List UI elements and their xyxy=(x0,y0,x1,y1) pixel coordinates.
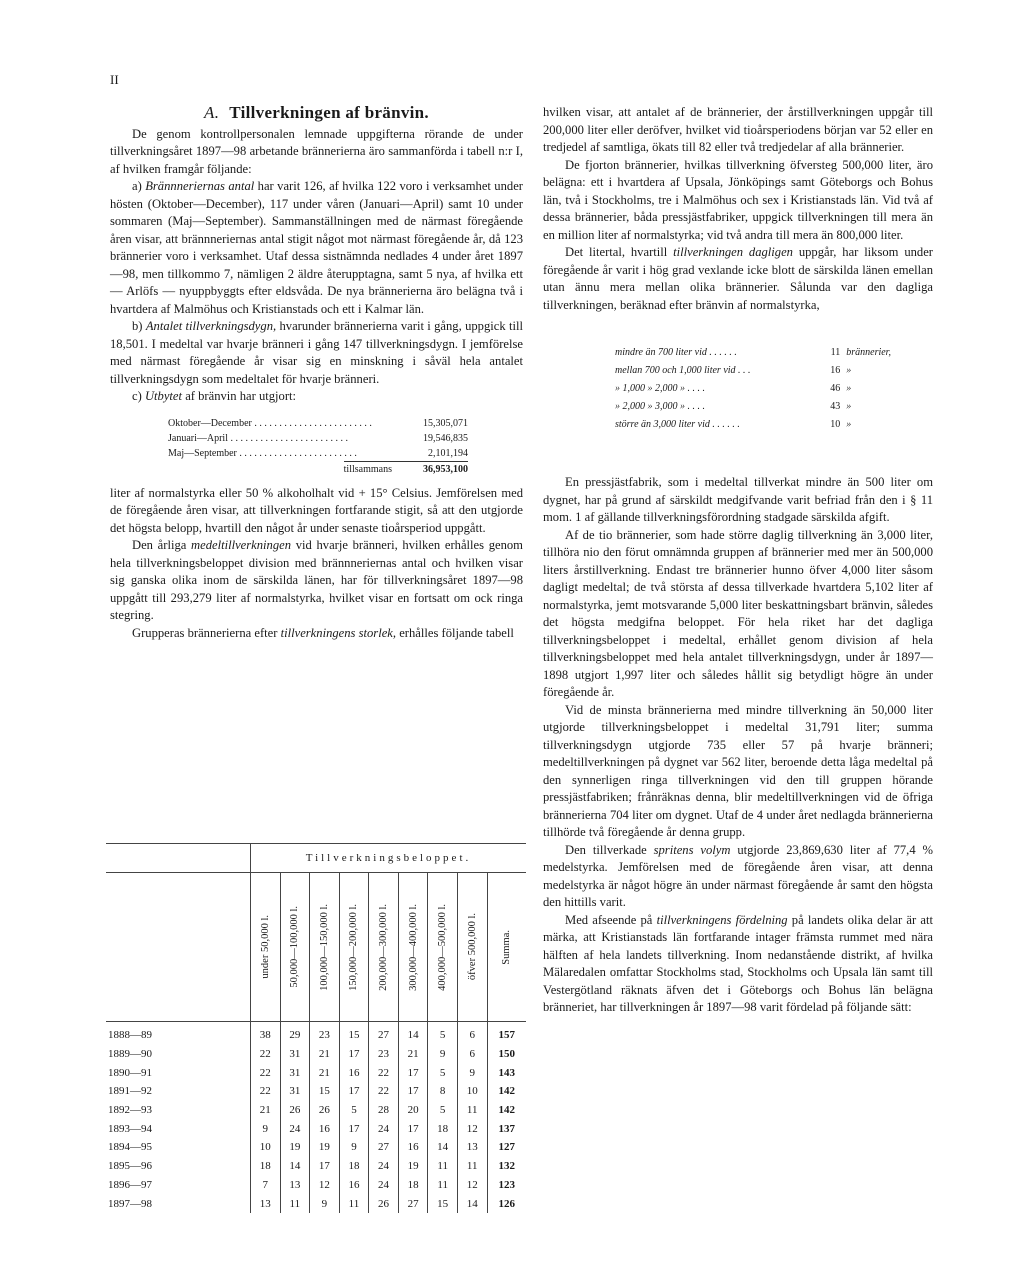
table-cell: 22 xyxy=(251,1045,281,1064)
daily-label: » 1,000 » 2,000 » . . . . xyxy=(615,383,705,394)
paragraph xyxy=(543,912,933,1017)
table-cell: 16 xyxy=(339,1176,369,1195)
paragraph xyxy=(110,537,523,625)
daily-label: mellan 700 och 1,000 liter vid . . . xyxy=(615,365,751,376)
paragraph xyxy=(110,178,523,318)
emphasis: Utbytet xyxy=(144,389,183,403)
table-cell: 6 xyxy=(457,1045,487,1064)
table-row xyxy=(106,1157,526,1176)
text-run: erhålles följande tabell xyxy=(399,625,514,640)
row-year: 1895—96 xyxy=(108,1160,152,1173)
row-year: 1888—89 xyxy=(108,1029,152,1042)
production-total xyxy=(168,461,468,477)
production-size-table xyxy=(106,843,526,1213)
row-year: 1894—95 xyxy=(108,1141,152,1154)
table-cell: 13 xyxy=(280,1176,310,1195)
table-cell: 22 xyxy=(369,1082,399,1101)
emphasis: spritens volym xyxy=(653,842,731,857)
daily-value: 11 xyxy=(830,347,841,358)
column-header-label: Summa. xyxy=(501,929,513,965)
column-header xyxy=(310,873,340,1022)
column-header-label: 200,000—300,000 l. xyxy=(378,903,390,991)
left-column xyxy=(110,104,523,642)
table-cell: 15 xyxy=(428,1194,458,1213)
table-cell: 17 xyxy=(339,1045,369,1064)
table-cell: 22 xyxy=(251,1082,281,1101)
row-year: 1891—92 xyxy=(108,1085,152,1098)
table-cell: 19 xyxy=(310,1138,340,1157)
item-marker: a) xyxy=(132,179,142,193)
column-header-label: öfver 500,000 l. xyxy=(466,913,478,981)
table-cell: 21 xyxy=(310,1063,340,1082)
table-cell: 13 xyxy=(251,1194,281,1213)
production-row xyxy=(168,446,468,461)
production-value: 19,546,835 xyxy=(423,432,468,444)
table-row xyxy=(106,1022,526,1045)
table-cell: 7 xyxy=(251,1176,281,1195)
table-cell: 38 xyxy=(251,1022,281,1045)
table-body xyxy=(106,1022,526,1213)
text-run: Den tillverkade xyxy=(565,842,647,857)
table-cell: 11 xyxy=(457,1157,487,1176)
section-letter: A. xyxy=(204,103,220,122)
table-cell: 14 xyxy=(428,1138,458,1157)
production-label: Oktober—December . . . xyxy=(168,416,398,431)
table-cell: 12 xyxy=(457,1119,487,1138)
daily-value: 10 xyxy=(830,419,841,430)
table-cell: 18 xyxy=(398,1176,428,1195)
paragraph: hvilken visar, att antalet af de brännerier, der årstillverkningen uppgår till 200,000 liter eller deröfver, hvilket vid tioårsperiodens början var 52 eller en tredjedel af samtliga, ökats till 82 eller två tredjedelar af alla brännerier. xyxy=(543,105,933,154)
daily-value: 46 xyxy=(830,383,841,394)
table-row xyxy=(106,1119,526,1138)
table-cell: 21 xyxy=(398,1045,428,1064)
daily-row xyxy=(615,344,905,362)
column-header-label: under 50,000 l. xyxy=(259,915,271,979)
table-row xyxy=(106,1101,526,1120)
right-column xyxy=(543,104,933,1017)
table-cell: 27 xyxy=(369,1138,399,1157)
table-cell: 17 xyxy=(398,1063,428,1082)
row-sum: 123 xyxy=(487,1176,526,1195)
paragraph xyxy=(543,244,933,314)
row-year: 1892—93 xyxy=(108,1104,152,1117)
production-label: Maj—September . . . xyxy=(168,446,398,461)
row-sum: 150 xyxy=(487,1045,526,1064)
page-number: II xyxy=(110,72,119,87)
column-header-label: 400,000—500,000 l. xyxy=(437,903,449,991)
daily-row xyxy=(615,416,905,434)
daily-unit: » xyxy=(846,401,852,412)
row-sum: 132 xyxy=(487,1157,526,1176)
text-run: Det litertal, hvartill xyxy=(565,245,668,259)
paragraph: En pressjästfabrik, som i medeltal tillverkat mindre än 500 liter om dygnet, har på grund af särskildt medgifvande varit befriad från den i § 11 mom. 1 af gällande tillverkningsförordning stadgade särskilda afgift. xyxy=(543,475,933,524)
column-header xyxy=(339,873,369,1022)
row-sum: 126 xyxy=(487,1194,526,1213)
text-run: utgjorde 23,869,630 liter af 77,4 % medelstyrka. Jemförelsen med de föregående åren visar, att denna medelstyrka är något högre än under närmast föregående år samt den högsta den hittills varit. xyxy=(543,842,933,909)
table-cell: 22 xyxy=(369,1063,399,1082)
table-cell: 9 xyxy=(310,1194,340,1213)
row-year: 1896—97 xyxy=(108,1178,152,1191)
table-cell: 9 xyxy=(339,1138,369,1157)
table-cell: 19 xyxy=(398,1157,428,1176)
daily-row xyxy=(615,398,905,416)
production-label: Januari—April . . . xyxy=(168,431,398,446)
table-cell: 26 xyxy=(310,1101,340,1120)
row-sum: 127 xyxy=(487,1138,526,1157)
column-header xyxy=(280,873,310,1022)
daily-label: större än 3,000 liter vid . . . . . . xyxy=(615,419,740,430)
column-header xyxy=(428,873,458,1022)
row-sum: 142 xyxy=(487,1101,526,1120)
table-cell: 5 xyxy=(428,1022,458,1045)
table-cell: 11 xyxy=(428,1157,458,1176)
table-cell: 24 xyxy=(369,1119,399,1138)
text-run: Grupperas brännerierna efter xyxy=(132,625,278,640)
text-run: hvarunder brännerierna varit i gång, uppgick till 18,501. I medeltal var hvarje bränneri i gång 147 tillverkningsdygn. I jemförelse med närmast föregående år visar sig en minskning i såväl hela antalet tillverkningsdygn som medeltalet för hvarje bränneri. xyxy=(110,319,523,386)
column-header-label: 100,000—150,000 l. xyxy=(318,903,330,991)
column-header xyxy=(369,873,399,1022)
table-cell: 10 xyxy=(457,1082,487,1101)
daily-value: 43 xyxy=(830,401,841,412)
emphasis: tillverkningen dagligen xyxy=(673,245,793,259)
table-cell: 13 xyxy=(457,1138,487,1157)
table-corner xyxy=(106,873,251,1022)
text-run: Med afseende på xyxy=(565,912,653,927)
paragraph: liter af normalstyrka eller 50 % alkoholhalt vid + 15° Celsius. Jemförelsen med de föregående åren visar, att tillverkningen fortfarande stigit, så att den utgjorde det högsta belopp, hvartill den något år under senaste tioårsperiod uppgått. xyxy=(110,485,523,535)
emphasis: Brännneriernas antal xyxy=(145,179,255,193)
table-cell: 31 xyxy=(280,1063,310,1082)
table-cell: 10 xyxy=(251,1138,281,1157)
table-cell: 16 xyxy=(310,1119,340,1138)
production-row xyxy=(168,416,468,431)
paragraph xyxy=(110,625,523,643)
production-total-value: 36,953,100 xyxy=(398,461,468,477)
table-cell: 11 xyxy=(428,1176,458,1195)
table-cell: 16 xyxy=(398,1138,428,1157)
table-cell: 17 xyxy=(339,1082,369,1101)
table-row xyxy=(106,1063,526,1082)
table-cell: 11 xyxy=(280,1194,310,1213)
text-run: Den årliga xyxy=(132,538,187,552)
row-sum: 157 xyxy=(487,1022,526,1045)
table-cell: 20 xyxy=(398,1101,428,1120)
paragraph: De fjorton brännerier, hvilkas tillverkning öfversteg 500,000 liter, äro belägna: ett i hvartdera af Upsala, Jönköpings samt Göteborgs och Bohus län, två i Stockholms, tre i Malmöhus och sex i Kristianstads län. Vid två af dessa brännerier, båda pressjästfabriker, uppgick tillverkningen till mera än en million liter af normalstyrka; vid två andra till mera än 800,000 liter. xyxy=(543,157,933,242)
table-cell: 17 xyxy=(310,1157,340,1176)
emphasis: medeltillverkningen xyxy=(191,538,292,552)
production-total-label: tillsammans xyxy=(344,461,398,477)
table-cell: 5 xyxy=(428,1101,458,1120)
table-row xyxy=(106,1194,526,1213)
table-cell: 14 xyxy=(457,1194,487,1213)
emphasis: tillverkningens fördelning xyxy=(656,912,788,927)
table-cell: 9 xyxy=(457,1063,487,1082)
daily-value: 16 xyxy=(830,365,841,376)
daily-row xyxy=(615,380,905,398)
text-run: på landets olika delar är att märka, att Kristianstads län fortfarande intager främsta rummet med nära hälften af hela landets tillverkning. Inom nedanstående distrikt, af hvilka Mälaredalen omfattar Stockholms stad, Stockholms och Upsala län samt till Vestergötland räknats äfven det i Göteborgs och Bohus län belägna bränneriet, har tillverkningen år 1897—98 varit fördelad på följande sätt: xyxy=(543,912,933,1014)
table-caption: Tillverkningsbeloppet. xyxy=(251,844,527,873)
paragraph xyxy=(543,842,933,912)
column-header-label: 300,000—400,000 l. xyxy=(407,903,419,991)
text-run: vid hvarje bränneri, hvilken erhålles genom hela tillverkningsbeloppet division med brännneriernas antal och hvilken visar sig ganska olika inom de särskilda länen, har för tillverkningsåret 1897—98 uppgått till 293,279 liter af normalstyrka, hvilket visar en fortsatt om ock ringa stegring. xyxy=(110,538,523,622)
daily-unit: » xyxy=(846,419,852,430)
paragraph: Af de tio brännerier, som hade större daglig tillverkning än 3,000 liter, tillhöra nio den förut omnämnda gruppen af brännerier med mer än 500,000 liters årstillverkning. Endast tre brännerier hunno öfver 4,000 liter såsom dagligt medeltal; de två största af dessa tillverkade hvartdera 5,102 liter af normalstyrka, jemt motsvarande 5,000 liter beskattningsbart bränvin, således det högsta medgifna beloppet. För hela riket har det dagliga tillverkningsbeloppet i medeltal, erhållet genom division af hela tillverkningsbeloppet med hela antalet tillverkningsdygn, under år 1897—1898 utgjort 1,997 liter och således hållit sig betydligt högre än under föregående år. xyxy=(543,527,933,699)
daily-label: mindre än 700 liter vid . . . . . . xyxy=(615,347,737,358)
table-cell: 9 xyxy=(428,1045,458,1064)
table-row xyxy=(106,1082,526,1101)
table-cell: 6 xyxy=(457,1022,487,1045)
table-cell: 19 xyxy=(280,1138,310,1157)
daily-row xyxy=(615,362,905,380)
table-cell: 28 xyxy=(369,1101,399,1120)
emphasis: tillverkningens storlek, xyxy=(280,625,397,640)
column-header-label: 50,000—100,000 l. xyxy=(289,906,301,988)
table-cell: 22 xyxy=(251,1063,281,1082)
daily-unit: » xyxy=(846,383,852,394)
section-heading xyxy=(110,104,523,122)
table-cell: 9 xyxy=(251,1119,281,1138)
production-value: 15,305,071 xyxy=(423,417,468,429)
table-cell: 12 xyxy=(310,1176,340,1195)
table-cell: 18 xyxy=(339,1157,369,1176)
row-year: 1890—91 xyxy=(108,1066,152,1079)
table-cell: 24 xyxy=(369,1176,399,1195)
table-cell: 27 xyxy=(398,1194,428,1213)
table-cell: 21 xyxy=(251,1101,281,1120)
section-title: Tillverkningen af bränvin. xyxy=(229,103,429,122)
production-table xyxy=(168,416,468,477)
table-cell: 12 xyxy=(457,1176,487,1195)
item-marker: c) xyxy=(132,389,142,403)
item-marker: b) xyxy=(132,319,143,333)
table-cell: 26 xyxy=(280,1101,310,1120)
table-cell: 24 xyxy=(280,1119,310,1138)
table-cell: 17 xyxy=(398,1082,428,1101)
daily-unit: brännerier, xyxy=(846,347,891,358)
row-sum: 143 xyxy=(487,1063,526,1082)
paragraph xyxy=(110,388,523,406)
column-header xyxy=(251,873,281,1022)
daily-label: » 2,000 » 3,000 » . . . . xyxy=(615,401,705,412)
table-row xyxy=(106,1138,526,1157)
table-cell: 18 xyxy=(428,1119,458,1138)
column-header xyxy=(457,873,487,1022)
table-cell: 31 xyxy=(280,1045,310,1064)
column-header xyxy=(398,873,428,1022)
table-header-row xyxy=(106,873,526,1022)
emphasis: Antalet tillverkningsdygn, xyxy=(145,319,277,333)
table-cell: 24 xyxy=(369,1157,399,1176)
row-sum: 142 xyxy=(487,1082,526,1101)
row-year: 1893—94 xyxy=(108,1122,152,1135)
table-row xyxy=(106,1045,526,1064)
column-header xyxy=(487,873,526,1022)
table-cell: 5 xyxy=(339,1101,369,1120)
table-cell: 27 xyxy=(369,1022,399,1045)
text-run: af bränvin har utgjort: xyxy=(185,389,297,403)
table-cell: 31 xyxy=(280,1082,310,1101)
column-header-label: 150,000—200,000 l. xyxy=(348,903,360,991)
text-run: uppgår, har liksom under föregående år varit i hög grad vexlande icke blott de särskilda länen emellan utan ännu mera mellan olika brännerier. Sålunda var den dagliga tillverkningen, beräknad efter bränvin af normalstyrka, xyxy=(543,245,933,312)
table-cell: 15 xyxy=(310,1082,340,1101)
table-row xyxy=(106,1176,526,1195)
table-cell: 16 xyxy=(339,1063,369,1082)
row-year: 1889—90 xyxy=(108,1048,152,1061)
daily-production-table xyxy=(615,344,905,434)
table-cell: 8 xyxy=(428,1082,458,1101)
table-cell: 17 xyxy=(339,1119,369,1138)
table-cell: 14 xyxy=(398,1022,428,1045)
row-sum: 137 xyxy=(487,1119,526,1138)
table-cell: 5 xyxy=(428,1063,458,1082)
production-value: 2,101,194 xyxy=(428,447,468,459)
text-run: har varit 126, af hvilka 122 voro i verksamhet under hösten (Oktober—December), 117 under våren (Januari—April) samt 10 under sommaren (Maj—September). Sammanställningen med de närmast föregående åren visar, att brännneriernas antal stigit något mot närmast föregående år, då 123 brännerier voro i verksamhet. Utaf dessa sistnämnda nedlades 4 under året 1897—98, men tillkommo 7, nämligen 2 äldre återupptagna, samt 5 nya, af hvilka ett — Arlöfs — nyuppbyggts efter eldsvåda. De nya brännerierna äro belägna två i hvartdera af Malmöhus och Kristianstads och ett i Kalmar län. xyxy=(110,179,523,316)
daily-unit: » xyxy=(846,365,852,376)
table-cell: 23 xyxy=(310,1022,340,1045)
table-cell: 21 xyxy=(310,1045,340,1064)
paragraph: Vid de minsta brännerierna med mindre tillverkning än 50,000 liter utgjorde tillverkningsbeloppet i medeltal 31,791 liter; summa tillverkningsdygn utgjorde 735 eller 57 på hvarje bränneri; medeltillverkningen på dygnet var 562 liter, beroende detta låga medeltal på den synnerligen ringa tillverkningen vid den till gruppen hörande pressjästfabriken; frånräknas denna, blir medeltillverkningen vid de öfriga brännerierna 704 liter om dygnet. Utaf de 4 under året nedlagda brännerierna tillhörde två föregående år denna grupp. xyxy=(543,702,933,839)
table-cell: 18 xyxy=(251,1157,281,1176)
production-row xyxy=(168,431,468,446)
table-cell: 11 xyxy=(339,1194,369,1213)
table-cell: 15 xyxy=(339,1022,369,1045)
table-cell: 17 xyxy=(398,1119,428,1138)
table-cell: 29 xyxy=(280,1022,310,1045)
table-cell: 11 xyxy=(457,1101,487,1120)
row-year: 1897—98 xyxy=(108,1197,152,1210)
table-caption-row xyxy=(106,844,526,873)
paragraph: De genom kontrollpersonalen lemnade uppgifterna rörande de under tillverkningsåret 1897—98 arbetande brännerierna äro sammanförda i tabell n:r I, af hvilken framgår följande: xyxy=(110,126,523,176)
table-cell: 26 xyxy=(369,1194,399,1213)
table-cell: 14 xyxy=(280,1157,310,1176)
paragraph xyxy=(110,318,523,388)
table-corner xyxy=(106,844,251,873)
table-cell: 23 xyxy=(369,1045,399,1064)
